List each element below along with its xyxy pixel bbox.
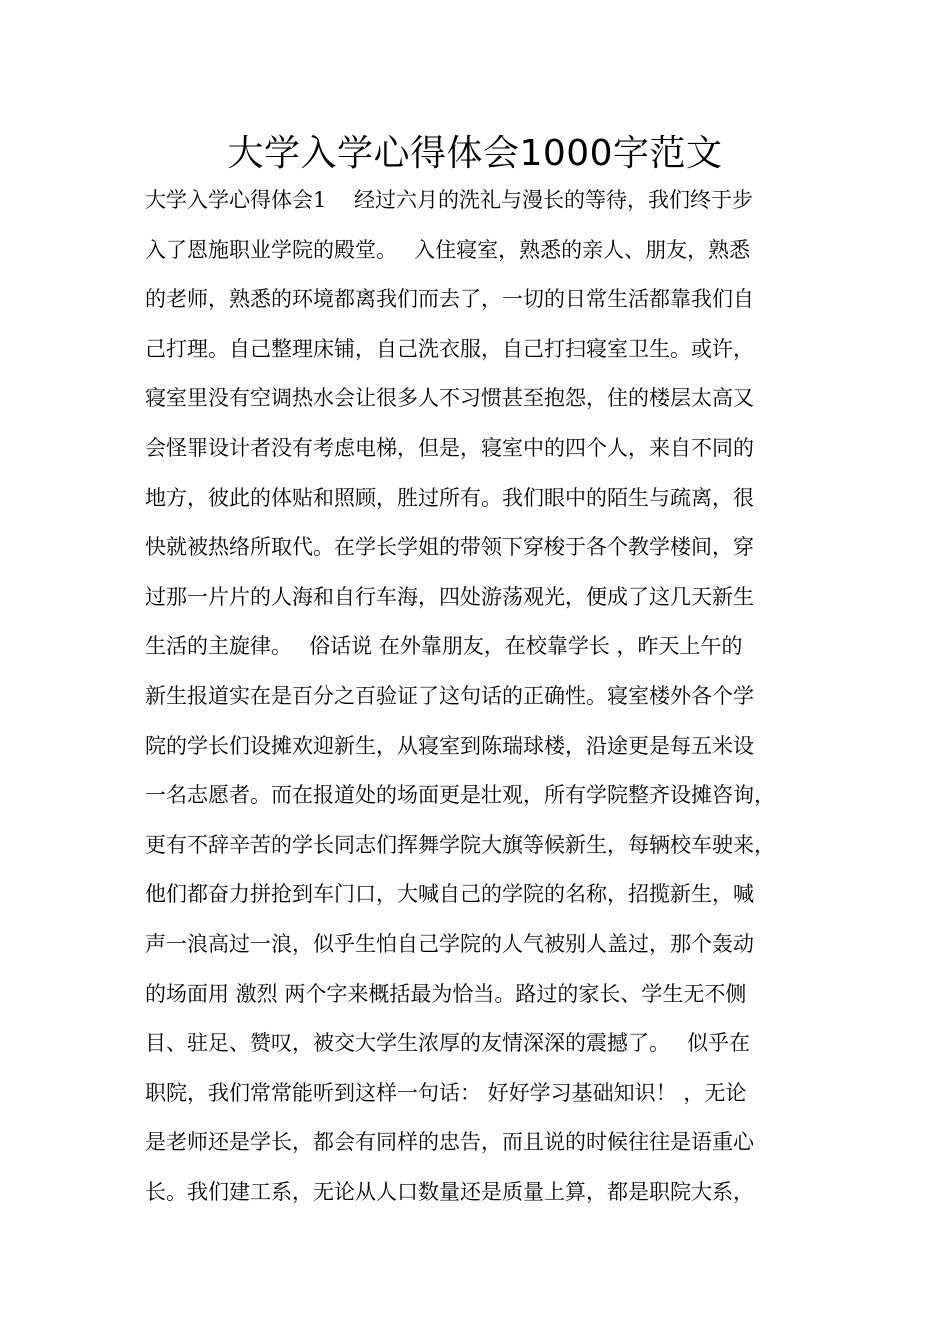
body-line: 会怪罪设计者没有考虑电梯，但是，寝室中的四个人，来自不同的	[145, 435, 754, 460]
body-line: 大学入学心得体会1 经过六月的洗礼与漫长的等待，我们终于步	[145, 188, 754, 212]
body-line: 过那一片片的人海和自行车海，四处游荡观光，便成了这几天新生	[145, 584, 754, 609]
body-line: 院的学长们设摊欢迎新生，从寝室到陈瑞球楼，沿途更是每五米设	[145, 733, 754, 758]
body-line: 职院，我们常常能听到这样一句话： 好好学习基础知识！ ，无论	[145, 1080, 747, 1105]
body-line: 目、驻足、赞叹，被交大学生浓厚的友情深深的震撼了。 似乎在	[145, 1031, 751, 1056]
body-line: 长。我们建工系，无论从人口数量还是质量上算，都是职院大系，	[145, 1179, 754, 1204]
body-line: 快就被热络所取代。在学长学姐的带领下穿梭于各个教学楼间，穿	[145, 535, 754, 560]
body-line: 地方，彼此的体贴和照顾，胜过所有。我们眼中的陌生与疏离，很	[145, 485, 754, 510]
body-line: 是老师还是学长，都会有同样的忠告，而且说的时候往往是语重心	[145, 1130, 754, 1155]
body-line: 他们都奋力拼抢到车门口，大喊自己的学院的名称，招揽新生，喊	[145, 882, 754, 907]
body-line: 的老师，熟悉的环境都离我们而去了，一切的日常生活都靠我们自	[145, 287, 754, 312]
body-line: 声一浪高过一浪，似乎生怕自己学院的人气被别人盖过，那个轰动	[145, 931, 754, 956]
body-line: 寝室里没有空调热水会让很多人不习惯甚至抱怨，住的楼层太高又	[145, 386, 754, 411]
body-line: 新生报道实在是百分之百验证了这句话的正确性。寝室楼外各个学	[145, 683, 754, 708]
body-line: 己打理。自己整理床铺，自己洗衣服，自己打扫寝室卫生。或许，	[145, 336, 754, 361]
body-line: 入了恩施职业学院的殿堂。 入住寝室，熟悉的亲人、朋友，熟悉	[145, 237, 751, 262]
body-line: 的场面用 激烈 两个字来概括最为恰当。路过的家长、学生无不侧	[145, 981, 747, 1006]
document-body	[145, 178, 825, 1219]
body-line: 一名志愿者。而在报道处的场面更是壮观，所有学院整齐设摊咨询，	[145, 783, 775, 808]
body-line: 生活的主旋律。 俗话说 在外靠朋友，在校靠学长 ，昨天上午的	[145, 634, 743, 659]
body-line: 更有不辞辛苦的学长同志们挥舞学院大旗等候新生，每辆校车驶来，	[145, 832, 775, 857]
document-title: 大学入学心得体会1000字范文	[227, 133, 723, 174]
